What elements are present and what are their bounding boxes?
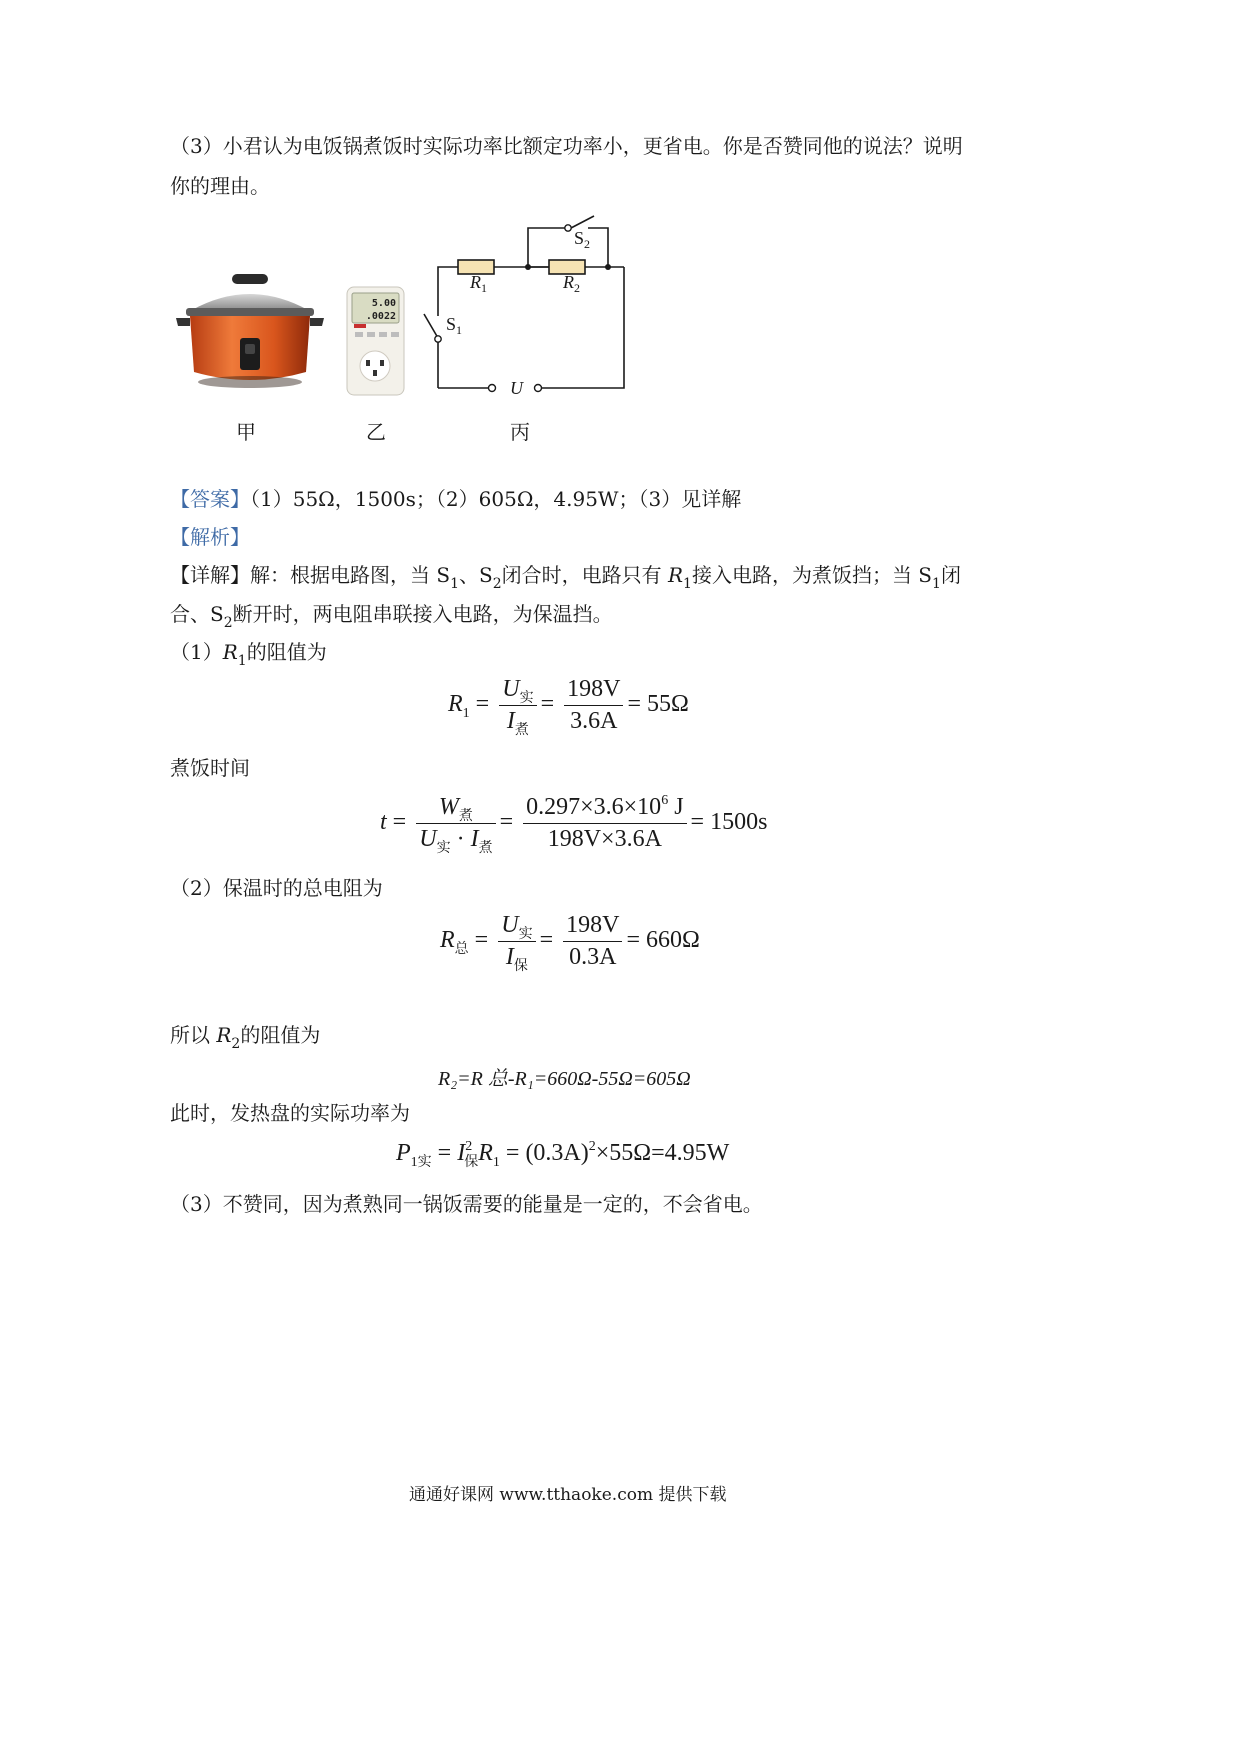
detail-line1: 【详解】解：根据电路图，当 $S_1$、$S_2$闭合时，电路只有 $R_1$接入电路，为煮饭挡；当 $S_1$闭 [170,563,961,592]
switch-s2 [571,216,594,228]
question-3-line2: 你的理由。 [170,174,270,198]
equation-time: t = $\frac{W_煮}{U_实 \cdot I_煮}$ = $\frac{0.297\times 3.6\times 10^6 J}{198V\times 3.6A}$ = 1500s [380,793,768,856]
equation-r2: R₂=R 总-R₁=660Ω-55Ω=605Ω [438,1068,691,1090]
svg-text:R2: $R_2$ [563,272,580,295]
caption-yi: 乙 [366,420,386,444]
circuit-diagram [418,208,638,398]
switch-s1 [424,314,438,338]
meter-reading-top: 5.00 [371,298,396,309]
terminal-left [489,385,496,392]
rice-cooker-illustration [172,268,328,396]
terminal-right [535,385,542,392]
equation-power: $P_{1实} = I^2_保R_1 = (0.3A)^2\times 55\Omega=4.95W$ [396,1139,730,1170]
caption-bing: 丙 [510,420,530,444]
part1-intro: $(1)R_1$的阻值为 [170,640,327,669]
answer-text: （1）55Ω，1500s；（2）605Ω，4.95W；（3）见详解 [250,487,742,511]
r2-intro: 所以 $R_2$的阻值为 [170,1023,321,1052]
detail-line2: 合、$S_2$断开时，两电阻串联接入电路，为保温挡。 [170,602,613,631]
part2-intro: （2）保温时的总电阻为 [170,876,383,900]
analysis-tag: 【解析】 [170,525,250,549]
part3-answer: （3）不赞同，因为煮熟同一锅饭需要的能量是一定的，不会省电。 [170,1192,763,1216]
meter-reading-bottom: .0022 [365,311,396,322]
answer-line [170,479,741,519]
answer-tag: 【答案】 [170,487,250,511]
power-intro: 此时，发热盘的实际功率为 [170,1101,410,1125]
svg-text:S1: $S_1$ [446,314,463,337]
equation-r1: $R_1$ = $\frac{U_实}{I_煮}$ = $\frac{198V}{3.6A}$ = 55Ω [448,676,689,738]
footer-source: 通通好课网 www.tthaoke.com 提供下载 [409,1485,727,1505]
svg-text:S2: $S_2$ [574,228,591,251]
cooking-time-label: 煮饭时间 [170,756,250,780]
equation-r-total: $R_总$ = $\frac{U_实}{I_保}$ = $\frac{198V}{0.3A}$ = 660Ω [440,912,700,974]
power-meter-illustration [346,286,406,398]
question-3-line1: （3）小君认为电饭锅煮饭时实际功率比额定功率小，更省电。你是否赞同他的说法？说明 [170,134,963,158]
svg-text:R1: $R_1$ [470,272,487,295]
svg-text:U: U [510,378,523,398]
caption-jia: 甲 [236,420,256,444]
